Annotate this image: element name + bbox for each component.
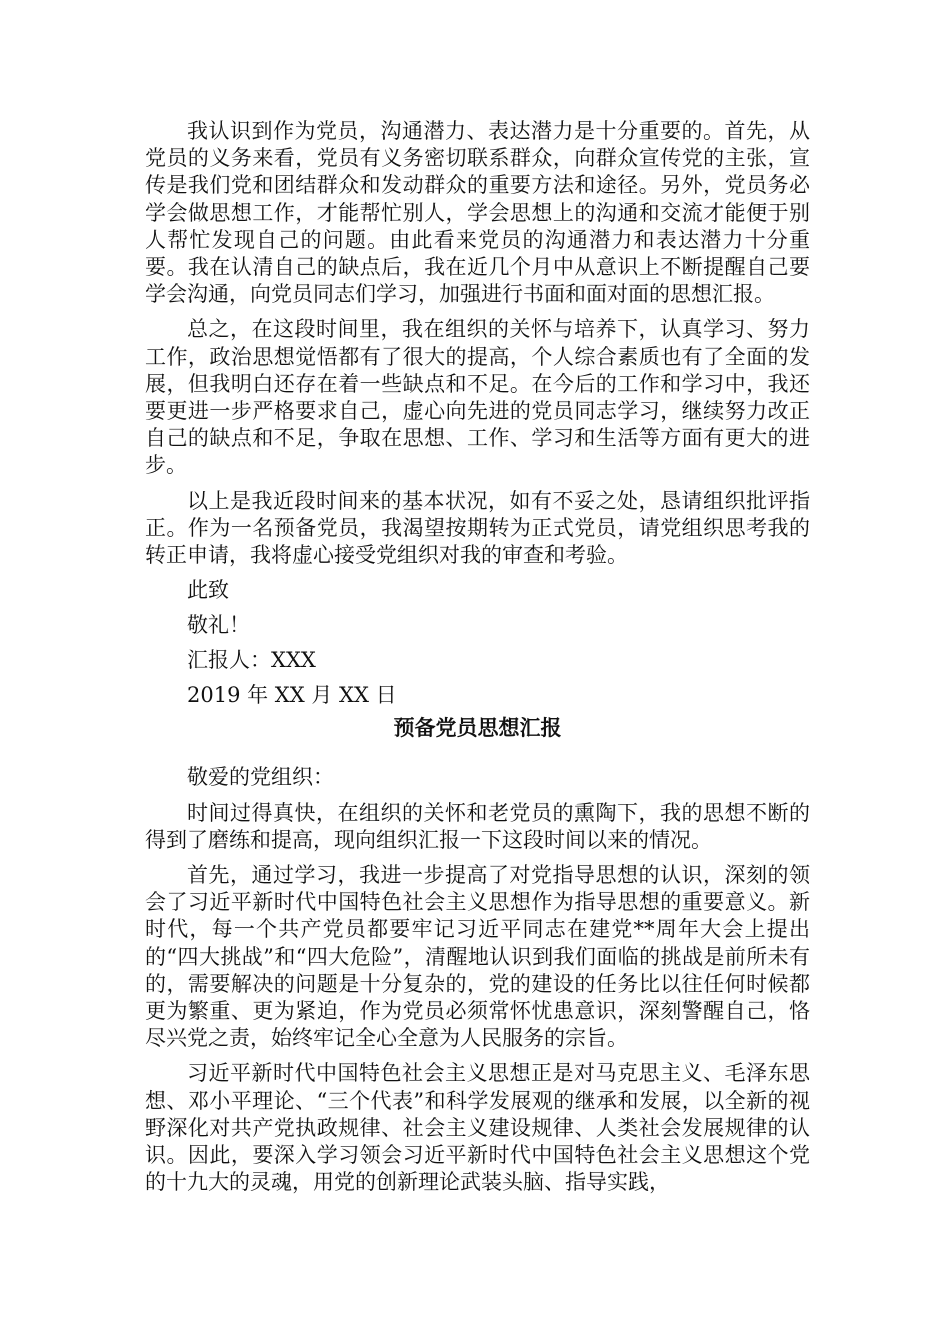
body-paragraph: 首先，通过学习，我进一步提高了对党指导思想的认识，深刻的领会了习近平新时代中国特色社会主义思想作为指导思想的重要意义。新时代，每一个共产党员都要牢记习近平同志在建党**周年大会上提出的“四大挑战”和“四大危险”，清醒地认识到我们面临的挑战是前所未有的，需要解决的问题是十分复杂的，党的建设的任务比以往任何时候都更为繁重、更为紧迫，作为党员必须常怀忧患意识，深刻警醒自己，恪尽兴党之责，始终牢记全心全意为人民服务的宗旨。 <box>145 863 810 1051</box>
closing-text: 此致 <box>187 578 229 603</box>
body-paragraph: 时间过得真快，在组织的关怀和老党员的熏陶下，我的思想不断的得到了磨练和提高，现向组织汇报一下这段时间以来的情况。 <box>145 800 810 852</box>
salute-text: 敬礼！ <box>187 613 250 638</box>
body-paragraph: 我认识到作为党员，沟通潜力、表达潜力是十分重要的。首先，从党员的义务来看，党员有义务密切联系群众，向群众宣传党的主张，宣传是我们党和团结群众和发动群众的重要方法和途径。另外，党员务必学会做思想工作，才能帮忙别人，学会思想上的沟通和交流才能便于别人帮忙发现自己的问题。由此看来党员的沟通潜力和表达潜力十分重要。我在认清自己的缺点后，我在近几个月中从意识上不断提醒自己要学会沟通，向党员同志们学习，加强进行书面和面对面的思想汇报。 <box>145 119 810 307</box>
document-page <box>145 118 810 1205</box>
report-date: 2019 年 XX 月 XX 日 <box>187 683 397 708</box>
document-title: 预备党员思想汇报 <box>393 716 562 741</box>
body-paragraph: 总之，在这段时间里，我在组织的关怀与培养下，认真学习、努力工作，政治思想觉悟都有了很大的提高，个人综合素质也有了全面的发展，但我明白还存在着一些缺点和不足。在今后的工作和学习中，我还要更进一步严格要求自己，虚心向先进的党员同志学习，继续努力改正自己的缺点和不足，争取在思想、工作、学习和生活等方面有更大的进步。 <box>145 317 810 478</box>
reporter-signature: 汇报人：XXX <box>187 648 316 673</box>
body-paragraph: 习近平新时代中国特色社会主义思想正是对马克思主义、毛泽东思想、邓小平理论、“三个代表”和科学发展观的继承和发展，以全新的视野深化对共产党执政规律、社会主义建设规律、人类社会发展规律的认识。因此，要深入学习领会习近平新时代中国特色社会主义思想这个党的十九大的灵魂，用党的创新理论武装头脑、指导实践， <box>145 1061 810 1195</box>
greeting-text: 敬爱的党组织： <box>187 765 334 790</box>
body-paragraph: 以上是我近段时间来的基本状况，如有不妥之处，恳请组织批评指正。作为一名预备党员，我渴望按期转为正式党员，请党组织思考我的转正申请，我将虚心接受党组织对我的审查和考验。 <box>145 488 810 568</box>
